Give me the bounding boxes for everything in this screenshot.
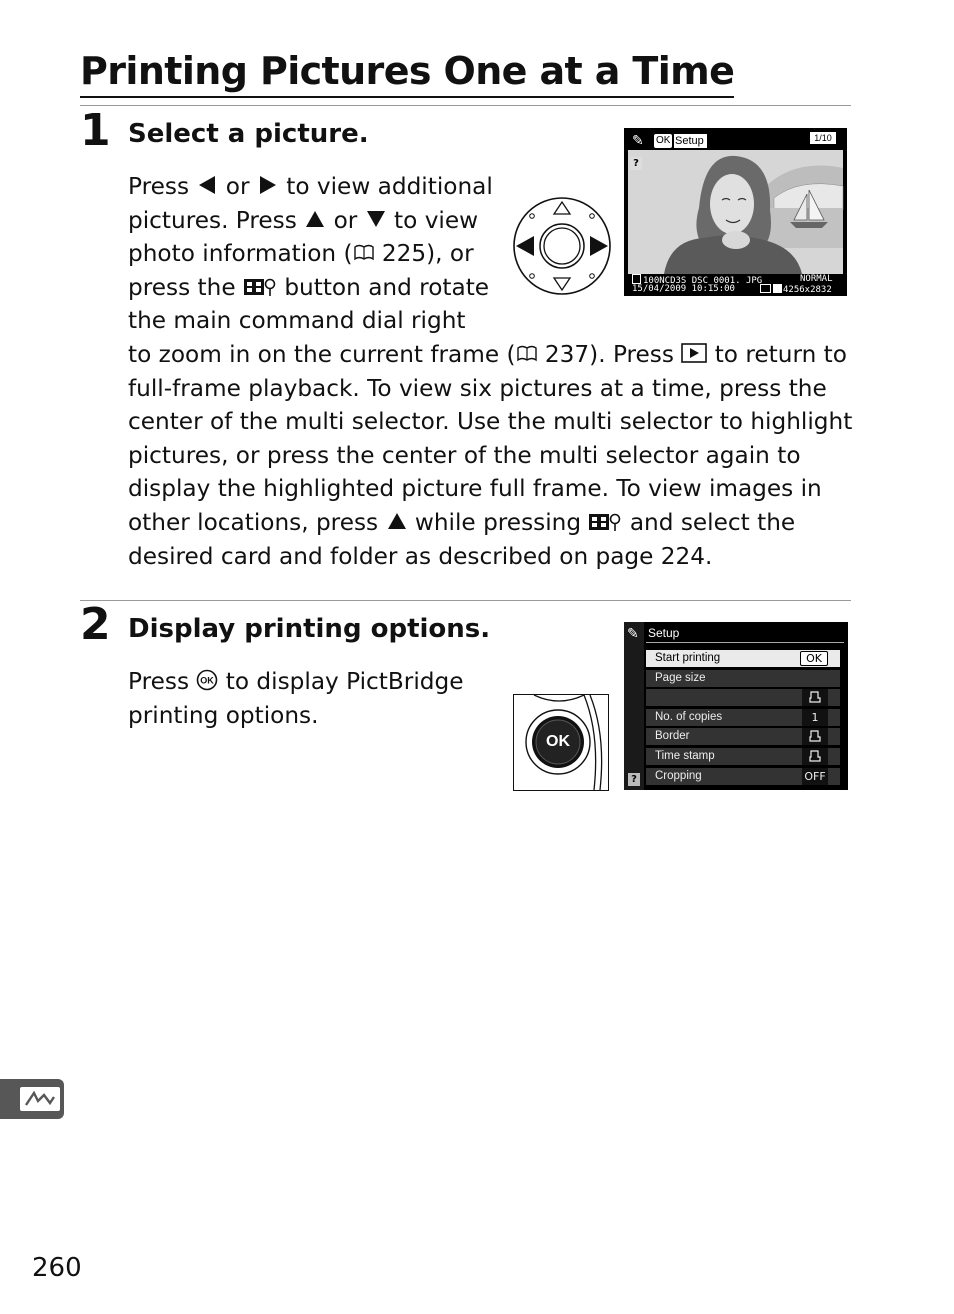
book-reference-icon: [353, 239, 375, 273]
step-2-number: 2: [80, 599, 111, 650]
menu-title: Setup: [648, 626, 680, 640]
image-area-icon: [760, 284, 771, 293]
card-slot-icon: [632, 274, 641, 284]
section-tab: [0, 1079, 64, 1119]
menu-item[interactable]: [646, 650, 840, 667]
menu-item-label: Page size: [655, 671, 706, 684]
pictbridge-icon: ✎: [627, 626, 639, 642]
image-quality: NORMAL: [800, 274, 833, 284]
text-run: display the highlighted picture full frame. To view images in: [128, 475, 822, 503]
text-run: press the: [128, 273, 243, 301]
text-run: or: [326, 206, 365, 234]
text-run: full-frame playback. To view six pictures at a time, press the: [128, 374, 827, 402]
printer-default-icon: [802, 689, 828, 706]
ok-badge: OK: [656, 135, 671, 146]
menu-item[interactable]: [646, 709, 840, 726]
text-line: [128, 405, 852, 439]
down-arrow-icon: [365, 206, 387, 240]
text-line: [128, 372, 852, 406]
section-divider: [80, 600, 851, 601]
ok-badge: OK: [800, 651, 828, 666]
text-run: desired card and folder as described on page 224.: [128, 542, 713, 570]
text-run: pictures. Press: [128, 206, 305, 234]
menu-item-label: Start printing: [655, 652, 721, 664]
up-arrow-icon: [304, 206, 326, 240]
text-run: Press: [128, 173, 197, 200]
section-divider: [80, 105, 851, 106]
menu-item-value: 1: [802, 709, 828, 726]
menu-item[interactable]: [646, 748, 840, 765]
step-2-body: [128, 665, 463, 732]
ok-button-icon: [196, 667, 218, 701]
text-run: pictures, or press the center of the multi selector again to: [128, 441, 801, 469]
text-run: photo information (: [128, 240, 353, 268]
ok-button-illustration: [513, 694, 609, 791]
text-run: the main command dial right: [128, 307, 466, 335]
pictbridge-icon: ✎: [632, 133, 644, 149]
ok-button-label: OK: [546, 733, 570, 750]
help-icon: ?: [630, 157, 642, 170]
text-run: to zoom in on the current frame (: [128, 340, 516, 368]
book-reference-icon: [516, 340, 538, 374]
menu-item[interactable]: [646, 728, 840, 745]
left-arrow-icon: [196, 172, 218, 206]
date-time: 15/04/2009 10:15:00: [632, 284, 735, 294]
thumbnail-zoom-out-icon: [588, 508, 622, 542]
page-title: Printing Pictures One at a Time: [80, 46, 734, 98]
menu-item-label: No. of copies: [655, 710, 723, 723]
menu-item[interactable]: [646, 689, 840, 706]
printer-default-icon: [802, 748, 828, 765]
setup-menu-screen: [624, 622, 848, 790]
text-run: 237). Press: [537, 340, 682, 368]
text-run: to view: [386, 206, 479, 234]
text-line: [128, 540, 852, 574]
text-line: [128, 304, 852, 338]
setup-label: Setup: [674, 134, 707, 148]
text-line: [128, 338, 852, 372]
text-run: and select the: [622, 508, 796, 536]
frame-counter: 1/10: [810, 132, 836, 144]
size-icon: [773, 284, 782, 293]
printer-default-icon: [802, 728, 828, 745]
text-run: center of the multi selector. Use the multi selector to highlight: [128, 408, 853, 436]
step-1-heading: Select a picture.: [128, 119, 369, 149]
text-run: printing options.: [128, 701, 319, 729]
menu-item-label: Border: [655, 730, 690, 743]
text-run: while pressing: [407, 508, 589, 536]
svg-text:OK: OK: [200, 675, 215, 686]
text-run: or: [218, 173, 257, 200]
menu-item-label: Cropping: [655, 769, 702, 782]
menu-item-value: OFF: [802, 768, 828, 785]
menu-item-label: Time stamp: [655, 750, 715, 762]
text-run: to view additional: [278, 173, 493, 200]
text-line: [128, 699, 463, 733]
thumbnail-zoom-out-icon: [243, 273, 277, 307]
text-run: to return to: [707, 340, 847, 368]
text-run: Press: [128, 668, 197, 695]
text-run: 225), or: [374, 240, 474, 268]
text-run: to display PictBridge: [218, 668, 464, 695]
multi-selector-illustration: [512, 196, 612, 296]
up-arrow-icon: [386, 508, 408, 542]
help-icon: ?: [628, 773, 640, 786]
text-run: button and rotate: [276, 273, 490, 301]
text-line: [128, 439, 852, 473]
text-line: [128, 506, 852, 540]
text-line: [128, 472, 852, 506]
page-number: 260: [32, 1253, 82, 1283]
playback-icon: [681, 340, 707, 374]
file-info: 100NCD3S DSC_0001. JPG: [632, 274, 762, 286]
step-1-number: 1: [80, 105, 111, 156]
photo-image: [624, 128, 847, 296]
text-run: other locations, press: [128, 508, 386, 536]
playback-screen: [624, 128, 847, 296]
menu-item[interactable]: [646, 768, 840, 785]
right-arrow-icon: [257, 172, 279, 206]
text-line: [128, 665, 463, 699]
step-2-heading: Display printing options.: [128, 614, 491, 644]
image-size: 4256x2832: [760, 284, 832, 295]
menu-item[interactable]: [646, 670, 840, 687]
